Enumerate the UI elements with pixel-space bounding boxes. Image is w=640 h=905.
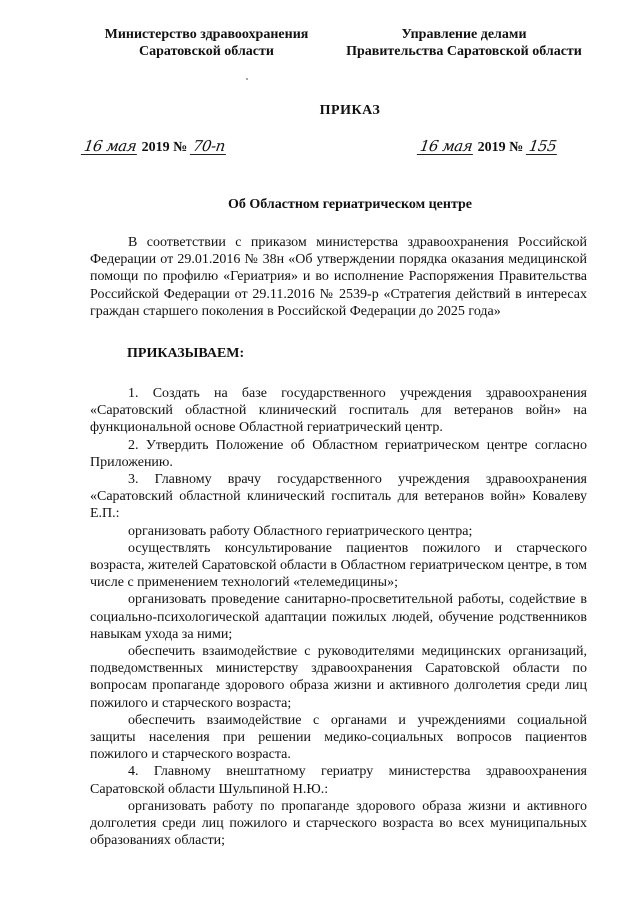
order-item: организовать работу по пропаганде здорового образа жизни и активного долголетия среди лиц пожилого и старческого возраста во всех муниципальных образованиях области; [90,798,587,849]
order-item: 4. Главному внештатному гериатру министерства здравоохранения Саратовской области Шульпиной Н.Ю.: [90,764,587,797]
year-left: 2019 № [141,140,188,155]
document-type: ПРИКАЗ [319,103,381,118]
order-item: обеспечить взаимодействие с органами и учреждениями социальной защиты населения при решении медико-социальных вопросов пациентов пожилого и старческого возраста. [90,712,587,763]
order-item: организовать работу Областного гериатрического центра; [128,523,473,539]
handwritten-date-right: 16 мая [418,137,474,155]
preamble [90,234,587,320]
orders-heading: ПРИКАЗЫВАЕМ: [127,346,245,361]
order-item: 3. Главному врачу государственного учреждения здравоохранения «Саратовский областной клинический госпиталь для ветеранов войн» Ковалеву Е.П.: [90,472,587,522]
handwritten-number-left: 70-п [191,137,226,155]
preamble-text: В соответствии с приказом министерства здравоохранения Российской Федерации от 29.01.2016 № 38н «Об утверждении порядка оказания медицинской помощи по профилю «Гериатрия» и во исполнение Распоряжения Правительства Российской Федерации от 29.11.2016 № 2539-р «Стратегия действий в интересах граждан старшего поколения в Российской Федерации до 2025 года» [90,235,587,319]
scan-speck [246,78,248,80]
issuer-right-line1: Управление делами [401,27,527,42]
order-item: осуществлять консультирование пациентов пожилого и старческого возраста, жителей Саратовской области в Областном гериатрическом центре, в том числе с применением технологий «телемедицины»; [90,540,587,591]
order-date-left [82,138,227,156]
document-title: Об Областном гериатрическом центре [227,197,473,212]
order-item: обеспечить взаимодействие с руководителями медицинских организаций, подведомственных министерству здравоохранения Саратовской области по вопросам пропаганде здорового образа жизни и активного долголетия среди лиц пожилого и старческого возраста; [90,644,587,711]
order-items [90,385,587,849]
order-item: 2. Утвердить Положение об Областном гериатрическом центре согласно Приложению. [90,437,587,470]
order-date-right [418,138,558,156]
issuer-left [84,26,329,60]
year-right: 2019 № [477,140,524,155]
issuer-right [334,26,594,60]
order-item: организовать проведение санитарно-просветительной работы, содействие в социально-психологической адаптации пожилых людей, обучение родственников навыкам ухода за ними; [90,592,587,642]
issuer-right-line2: Правительства Саратовской области [346,44,582,59]
handwritten-date-left: 16 мая [82,137,138,155]
handwritten-number-right: 155 [527,137,558,155]
order-item: 1. Создать на базе государственного учреждения здравоохранения «Саратовский областной клинический госпиталь для ветеранов войн» на функциональной основе Областной гериатрический центр. [90,386,587,436]
issuer-left-line1: Министерство здравоохранения [104,27,309,42]
issuer-left-line2: Саратовской области [139,44,274,59]
